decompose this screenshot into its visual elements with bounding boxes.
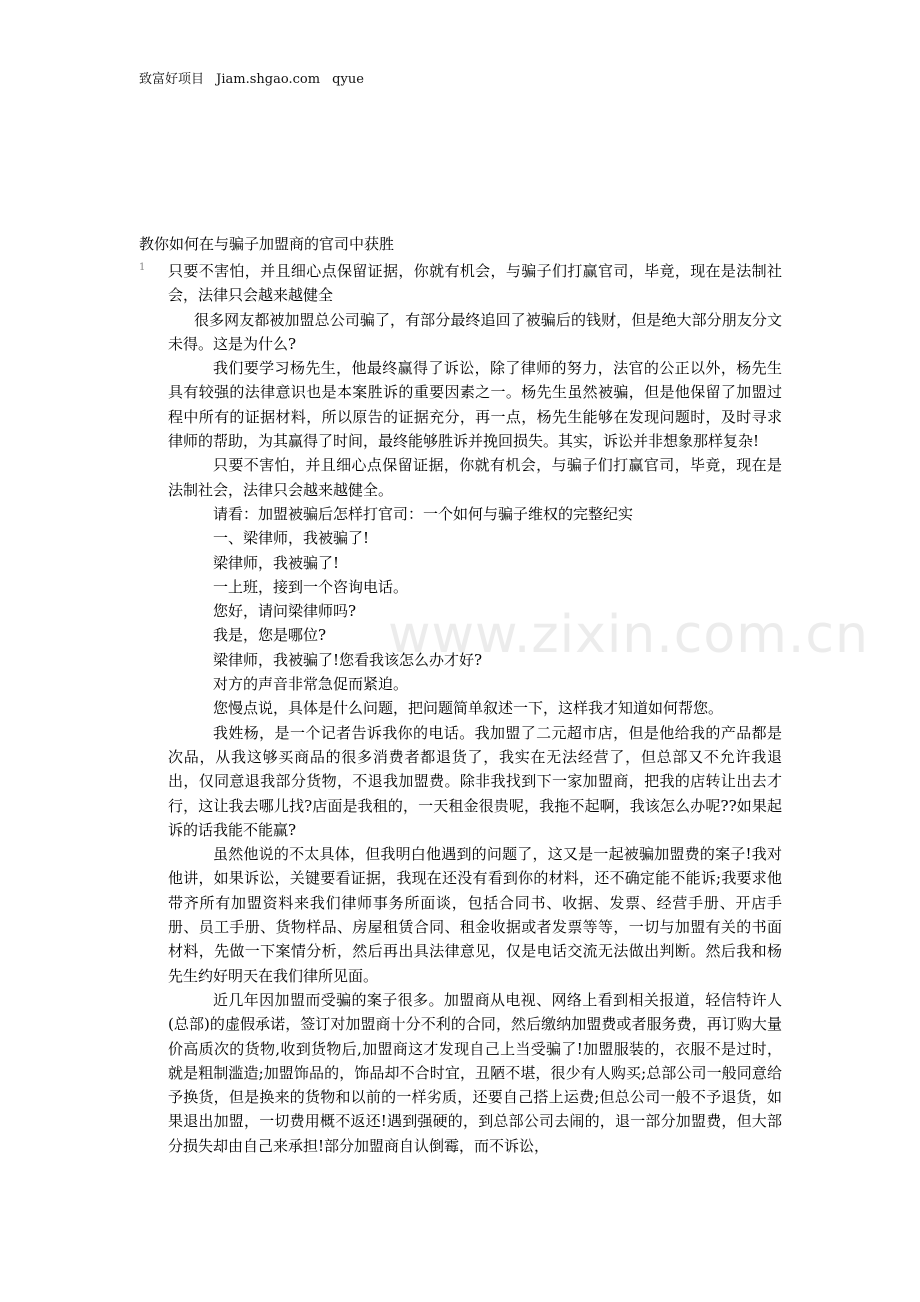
paragraph: 只要不害怕，并且细心点保留证据，你就有机会，与骗子们打赢官司，毕竟，现在是法制社会，法律只会越来越健全。 — [168, 456, 782, 499]
paragraph: 我是，您是哪位? — [213, 626, 327, 645]
header-site-name: 致富好项目 — [139, 72, 205, 87]
line-number-marker: 1 — [139, 262, 146, 273]
paragraph: 近几年因加盟而受骗的案子很多。加盟商从电视、网络上看到相关报道，轻信特许人(总部)的虚假承诺，签订对加盟商十分不利的合同，然后缴纳加盟费或者服务费，再订购大量价高质次的货物,收到货物后,加盟商这才发现自己上当受骗了!加盟服装的，衣服不是过时，就是粗制滥造;加盟饰品的，饰品却不合时宜，丑陋不堪，很少有人购买;总部公司一般同意给予换货，但是换来的货物和以前的一样劣质，还要自己搭上运费;但总公司一般不予退货，如果退出加盟，一切费用概不返还!遇到强硬的，到总部公司去闹的，退一部分加盟费，但大部分损失却由自己来承担!部分加盟商自认倒霉，而不诉讼， — [168, 990, 782, 1155]
paragraph: 梁律师，我被骗了!您看我该怎么办才好? — [213, 650, 483, 669]
document-body — [168, 259, 782, 1158]
paragraph: 我们要学习杨先生，他最终赢得了诉讼，除了律师的努力，法官的公正以外，杨先生具有较强的法律意识也是本案胜诉的重要因素之一。杨先生虽然被骗，但是他保留了加盟过程中所有的证据材料，所以原告的证据充分，再一点，杨先生能够在发现问题时，及时寻求律师的帮助，为其赢得了时间，最终能够胜诉并挽回损失。其实，诉讼并非想象那样复杂! — [168, 359, 782, 451]
paragraph: 您慢点说，具体是什么问题，把问题简单叙述一下，这样我才知道如何帮您。 — [213, 699, 724, 718]
paragraph: 一上班，接到一个咨询电话。 — [213, 577, 409, 596]
page-header — [139, 68, 372, 87]
paragraph: 我姓杨，是一个记者告诉我你的电话。我加盟了二元超市店，但是他给我的产品都是次品，从我这够买商品的很多消费者都退货了，我实在无法经营了，但总部又不允许我退出，仅同意退我部分货物，不退我加盟费。除非我找到下一家加盟商，把我的店转让出去才行，这让我去哪儿找?店面是我租的，一天租金很贵呢，我拖不起啊，我该怎么办呢??如果起诉的话我能不能赢? — [168, 723, 782, 839]
document-title: 教你如何在与骗子加盟商的官司中获胜 — [139, 235, 395, 253]
paragraph: 虽然他说的不太具体，但我明白他遇到的问题了，这又是一起被骗加盟费的案子!我对他讲，如果诉讼，关键要看证据，我现在还没有看到你的材料，还不确定能不能诉;我要求他带齐所有加盟资料来我们律师事务所面谈，包括合同书、收据、发票、经营手册、开店手册、员工手册、货物样品、房屋租赁合同、租金收据或者发票等等，一切与加盟有关的书面材料，先做一下案情分析，然后再出具法律意见，仅是电话交流无法做出判断。然后我和杨先生约好明天在我们律所见面。 — [168, 845, 782, 985]
paragraph: 您好，请问梁律师吗? — [213, 602, 357, 621]
watermark: www.zixin.com.cn — [388, 605, 869, 665]
paragraph: 很多网友都被加盟总公司骗了，有部分最终追回了被骗后的钱财，但是绝大部分朋友分文未得。这是为什么? — [168, 310, 782, 353]
paragraph: 对方的声音非常急促而紧迫。 — [213, 675, 409, 694]
paragraph: 一、梁律师，我被骗了! — [213, 529, 370, 548]
paragraph: 请看：加盟被骗后怎样打官司：一个如何与骗子维权的完整纪实 — [213, 504, 634, 523]
paragraph: 梁律师，我被骗了! — [213, 553, 340, 572]
header-site-user: qyue — [332, 72, 364, 87]
header-site-url: Jiam.shgao.com — [216, 72, 321, 87]
paragraph: 只要不害怕，并且细心点保留证据，你就有机会，与骗子们打赢官司，毕竟，现在是法制社会，法律只会越来越健全 — [168, 262, 782, 305]
